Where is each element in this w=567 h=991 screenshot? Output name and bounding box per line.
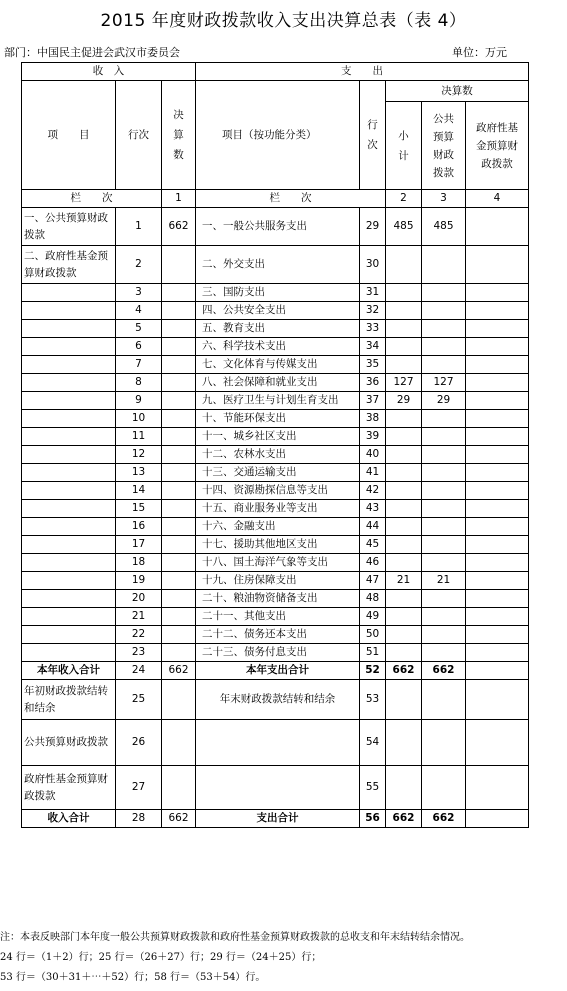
expense-item: 二十二、债务还本支出: [196, 626, 360, 644]
expense-item: 九、医疗卫生与计划生育支出: [196, 392, 360, 410]
income-row-no: 6: [116, 338, 162, 356]
income-row-no: 11: [116, 428, 162, 446]
table-row: [22, 284, 529, 302]
income-amount: [162, 464, 196, 482]
expense-grand-total-row: 56: [360, 810, 386, 828]
carry-row-begin: [22, 680, 529, 720]
subtotal-amount: [386, 500, 422, 518]
table-row: [22, 410, 529, 428]
expense-item: 十七、援助其他地区支出: [196, 536, 360, 554]
expense-item: 二十三、债务付息支出: [196, 644, 360, 662]
expense-end-carry-label: 年末财政拨款结转和结余: [196, 680, 360, 720]
table-row: [22, 464, 529, 482]
expense-item: 二、外交支出: [196, 246, 360, 284]
table-row: [22, 356, 529, 374]
income-general-carry-label: 公共预算财政拨款: [22, 720, 116, 766]
income-general-carry-amount: [162, 720, 196, 766]
income-row-no: 3: [116, 284, 162, 302]
col-3-label: 3: [422, 190, 466, 208]
table-row: [22, 428, 529, 446]
general-budget-amount: [422, 626, 466, 644]
general-budget-amount: 29: [422, 392, 466, 410]
general-budget-amount: 485: [422, 208, 466, 246]
income-row-no: 13: [116, 464, 162, 482]
subtotal-amount: [386, 608, 422, 626]
subtotal-amount: [386, 446, 422, 464]
subtotal-amount: [386, 482, 422, 500]
income-amount: [162, 410, 196, 428]
carry-row-general: [22, 720, 529, 766]
general-budget-amount: [422, 320, 466, 338]
income-grand-total-row: 28: [116, 810, 162, 828]
income-item: [22, 608, 116, 626]
header-final-amount: 决算数: [162, 81, 196, 190]
income-row-no: 17: [116, 536, 162, 554]
general-budget-amount: 127: [422, 374, 466, 392]
income-row-no: 18: [116, 554, 162, 572]
gov-fund-amount: [466, 500, 529, 518]
header-expense: 支 出: [196, 63, 529, 81]
table-row: [22, 374, 529, 392]
header-income: 收 入: [22, 63, 196, 81]
income-amount: [162, 500, 196, 518]
gov-fund-amount: [466, 554, 529, 572]
income-grand-total-amount: 662: [162, 810, 196, 828]
gov-fund-amount: [466, 356, 529, 374]
expense-row-53: 53: [360, 680, 386, 720]
income-amount: [162, 446, 196, 464]
note-line-1: 注：本表反映部门本年度一般公共预算财政拨款和政府性基金预算财政拨款的总收支和年末结转结余情况。: [0, 932, 470, 943]
income-amount: [162, 482, 196, 500]
income-item: [22, 590, 116, 608]
income-row-no: 7: [116, 356, 162, 374]
gov-fund-amount: [466, 608, 529, 626]
gov-fund-amount: [466, 302, 529, 320]
subtotal-amount: [386, 356, 422, 374]
income-amount: [162, 554, 196, 572]
gov-fund-amount: [466, 590, 529, 608]
gov-fund-amount: [466, 518, 529, 536]
income-item: 一、公共预算财政拨款: [22, 208, 116, 246]
grand-total-row: [22, 810, 529, 828]
income-begin-carry-label: 年初财政拨款结转和结余: [22, 680, 116, 720]
expense-item: 六、科学技术支出: [196, 338, 360, 356]
table-row: [22, 338, 529, 356]
expense-row-no: 43: [360, 500, 386, 518]
header-row-no: 行次: [116, 81, 162, 190]
expense-row-no: 41: [360, 464, 386, 482]
subtotal-amount: [386, 626, 422, 644]
general-budget-amount: [422, 500, 466, 518]
income-amount: [162, 284, 196, 302]
income-grand-total-label: 收入合计: [22, 810, 116, 828]
expense-row-no: 31: [360, 284, 386, 302]
table-row: [22, 446, 529, 464]
expense-item: 十、节能环保支出: [196, 410, 360, 428]
table-header: [22, 63, 529, 208]
income-amount: [162, 590, 196, 608]
income-amount: [162, 608, 196, 626]
table-row: [22, 536, 529, 554]
expense-item: 二十、粮油物资储备支出: [196, 590, 360, 608]
income-amount: [162, 374, 196, 392]
col-4-label: 4: [466, 190, 529, 208]
annual-income-total-amount: 662: [162, 662, 196, 680]
annual-income-total-label: 本年收入合计: [22, 662, 116, 680]
gov-fund-amount: [466, 392, 529, 410]
income-amount: [162, 356, 196, 374]
expense-item: 十二、农林水支出: [196, 446, 360, 464]
expense-row-no: 48: [360, 590, 386, 608]
subtotal-amount: [386, 246, 422, 284]
general-budget-amount: [422, 246, 466, 284]
income-row-no: 20: [116, 590, 162, 608]
expense-item: 八、社会保障和就业支出: [196, 374, 360, 392]
table-row: [22, 572, 529, 590]
income-amount: [162, 320, 196, 338]
note-line-2: 24 行＝（1＋2）行；25 行＝（26＋27）行；29 行＝（24＋25）行；: [0, 952, 322, 963]
income-amount: [162, 644, 196, 662]
income-item: [22, 518, 116, 536]
income-item: [22, 572, 116, 590]
gov-fund-amount: [466, 410, 529, 428]
income-item: [22, 644, 116, 662]
expense-row-no: 33: [360, 320, 386, 338]
lanci-label: 栏 次: [22, 190, 162, 208]
expense-row-no: 34: [360, 338, 386, 356]
income-item: [22, 554, 116, 572]
income-amount: [162, 338, 196, 356]
expense-row-no: 47: [360, 572, 386, 590]
table-row: [22, 246, 529, 284]
table-row: [22, 500, 529, 518]
income-amount: [162, 428, 196, 446]
income-item: [22, 320, 116, 338]
income-item: [22, 392, 116, 410]
income-begin-carry-amount: [162, 680, 196, 720]
table-row: [22, 608, 529, 626]
subtotal-amount: [386, 338, 422, 356]
table-row: [22, 590, 529, 608]
expense-row-54: 54: [360, 720, 386, 766]
income-item: [22, 464, 116, 482]
general-budget-amount: [422, 590, 466, 608]
income-row-no: 14: [116, 482, 162, 500]
expense-item: 十一、城乡社区支出: [196, 428, 360, 446]
gov-fund-amount: [466, 644, 529, 662]
subtotal-amount: [386, 554, 422, 572]
expense-item: 七、文化体育与传媒支出: [196, 356, 360, 374]
income-amount: [162, 302, 196, 320]
expense-item: 十六、金融支出: [196, 518, 360, 536]
expense-row-no: 45: [360, 536, 386, 554]
income-item: [22, 500, 116, 518]
income-amount: [162, 536, 196, 554]
general-budget-amount: [422, 608, 466, 626]
income-item: [22, 482, 116, 500]
annual-expense-total-row: 52: [360, 662, 386, 680]
income-fund-carry-amount: [162, 766, 196, 810]
expense-grand-subtotal: 662: [386, 810, 422, 828]
table-footer: [22, 662, 529, 828]
income-amount: [162, 626, 196, 644]
gov-fund-amount: [466, 246, 529, 284]
expense-row-55: 55: [360, 766, 386, 810]
income-item: [22, 626, 116, 644]
col-1-label: 1: [162, 190, 196, 208]
income-item: [22, 356, 116, 374]
gov-fund-amount: [466, 338, 529, 356]
gov-fund-amount: [466, 446, 529, 464]
subtotal-amount: [386, 590, 422, 608]
expense-row-no: 30: [360, 246, 386, 284]
table-row: [22, 554, 529, 572]
income-general-carry-row: 26: [116, 720, 162, 766]
expense-row-no: 51: [360, 644, 386, 662]
income-item: [22, 284, 116, 302]
income-amount: [162, 392, 196, 410]
general-budget-amount: [422, 536, 466, 554]
subtotal-amount: [386, 320, 422, 338]
table-row: [22, 208, 529, 246]
expense-row-no: 32: [360, 302, 386, 320]
income-item: [22, 374, 116, 392]
expense-row-no: 35: [360, 356, 386, 374]
general-budget-amount: [422, 644, 466, 662]
income-row-no: 1: [116, 208, 162, 246]
expense-row-no: 46: [360, 554, 386, 572]
gov-fund-amount: [466, 482, 529, 500]
annual-expense-general: 662: [422, 662, 466, 680]
income-fund-carry-row: 27: [116, 766, 162, 810]
header-exp-row-no: 行次: [360, 81, 386, 190]
budget-table: [21, 62, 529, 828]
income-amount: [162, 518, 196, 536]
unit-label: 单位：万元: [452, 46, 507, 59]
income-row-no: 19: [116, 572, 162, 590]
lanci-label-exp: 栏 次: [196, 190, 386, 208]
income-item: [22, 410, 116, 428]
header-general-budget: 公共预算财政拨款: [422, 102, 466, 190]
expense-item: 一、一般公共服务支出: [196, 208, 360, 246]
gov-fund-amount: [466, 572, 529, 590]
expense-row-no: 40: [360, 446, 386, 464]
expense-row-no: 44: [360, 518, 386, 536]
expense-item: 十八、国土海洋气象等支出: [196, 554, 360, 572]
expense-row-no: 37: [360, 392, 386, 410]
income-row-no: 2: [116, 246, 162, 284]
header-item-by-function: 项目（按功能分类）: [196, 81, 360, 190]
expense-row-no: 39: [360, 428, 386, 446]
gov-fund-amount: [466, 626, 529, 644]
income-fund-carry-label: 政府性基金预算财政拨款: [22, 766, 116, 810]
general-budget-amount: [422, 284, 466, 302]
gov-fund-amount: [466, 208, 529, 246]
expense-item: 二十一、其他支出: [196, 608, 360, 626]
expense-row-no: 49: [360, 608, 386, 626]
expense-row-no: 36: [360, 374, 386, 392]
subtotal-amount: [386, 644, 422, 662]
income-row-no: 10: [116, 410, 162, 428]
gov-fund-amount: [466, 284, 529, 302]
general-budget-amount: [422, 410, 466, 428]
income-row-no: 8: [116, 374, 162, 392]
income-row-no: 21: [116, 608, 162, 626]
general-budget-amount: [422, 428, 466, 446]
general-budget-amount: [422, 464, 466, 482]
income-row-no: 23: [116, 644, 162, 662]
general-budget-amount: [422, 338, 466, 356]
table-row: [22, 392, 529, 410]
table-row: [22, 644, 529, 662]
subtotal-amount: 127: [386, 374, 422, 392]
subtotal-amount: [386, 302, 422, 320]
subtotal-amount: [386, 536, 422, 554]
annual-income-total-row: 24: [116, 662, 162, 680]
table-row: [22, 302, 529, 320]
income-row-no: 15: [116, 500, 162, 518]
expense-item: 十九、住房保障支出: [196, 572, 360, 590]
general-budget-amount: [422, 356, 466, 374]
expense-item: 十五、商业服务业等支出: [196, 500, 360, 518]
expense-row-no: 50: [360, 626, 386, 644]
page-title: 2015 年度财政拨款收入支出决算总表（表 4）: [100, 11, 467, 31]
subtotal-amount: [386, 464, 422, 482]
header-final-accounts: 决算数: [386, 81, 529, 102]
expense-grand-total-label: 支出合计: [196, 810, 360, 828]
note-line-3: 53 行＝（30＋31＋⋯＋52）行；58 行＝（53＋54）行。: [0, 972, 266, 983]
general-budget-amount: [422, 518, 466, 536]
expense-item: 十四、资源勘探信息等支出: [196, 482, 360, 500]
income-item: [22, 536, 116, 554]
income-amount: [162, 246, 196, 284]
table-row: [22, 626, 529, 644]
subtotal-amount: [386, 284, 422, 302]
income-item: [22, 302, 116, 320]
income-row-no: 12: [116, 446, 162, 464]
subtotal-amount: 485: [386, 208, 422, 246]
general-budget-amount: [422, 554, 466, 572]
expense-grand-fund: [466, 810, 529, 828]
table-body: [22, 208, 529, 662]
subtotal-amount: 21: [386, 572, 422, 590]
income-item: [22, 428, 116, 446]
income-item: 二、政府性基金预算财政拨款: [22, 246, 116, 284]
income-begin-carry-row: 25: [116, 680, 162, 720]
general-budget-amount: [422, 446, 466, 464]
income-item: [22, 338, 116, 356]
gov-fund-amount: [466, 464, 529, 482]
subtotal-amount: [386, 410, 422, 428]
annual-total-row: [22, 662, 529, 680]
income-row-no: 22: [116, 626, 162, 644]
subtotal-amount: [386, 518, 422, 536]
expense-item: 五、教育支出: [196, 320, 360, 338]
gov-fund-amount: [466, 428, 529, 446]
header-item: 项 目: [22, 81, 116, 190]
income-row-no: 16: [116, 518, 162, 536]
expense-row-no: 29: [360, 208, 386, 246]
header-gov-fund: 政府性基金预算财政拨款: [466, 102, 529, 190]
table-row: [22, 482, 529, 500]
expense-row-no: 38: [360, 410, 386, 428]
general-budget-amount: 21: [422, 572, 466, 590]
income-row-no: 9: [116, 392, 162, 410]
income-item: [22, 446, 116, 464]
annual-expense-fund: [466, 662, 529, 680]
table-row: [22, 320, 529, 338]
gov-fund-amount: [466, 536, 529, 554]
subtotal-amount: 29: [386, 392, 422, 410]
expense-grand-general: 662: [422, 810, 466, 828]
expense-item: 三、国防支出: [196, 284, 360, 302]
carry-row-fund: [22, 766, 529, 810]
gov-fund-amount: [466, 374, 529, 392]
income-row-no: 5: [116, 320, 162, 338]
annual-expense-subtotal: 662: [386, 662, 422, 680]
department-label: 部门：中国民主促进会武汉市委员会: [4, 46, 180, 59]
expense-item: 四、公共安全支出: [196, 302, 360, 320]
general-budget-amount: [422, 302, 466, 320]
annual-expense-total-label: 本年支出合计: [196, 662, 360, 680]
income-row-no: 4: [116, 302, 162, 320]
subtotal-amount: [386, 428, 422, 446]
income-amount: 662: [162, 208, 196, 246]
col-2-label: 2: [386, 190, 422, 208]
gov-fund-amount: [466, 320, 529, 338]
header-subtotal: 小计: [386, 102, 422, 190]
general-budget-amount: [422, 482, 466, 500]
table-row: [22, 518, 529, 536]
income-amount: [162, 572, 196, 590]
expense-item: 十三、交通运输支出: [196, 464, 360, 482]
expense-row-no: 42: [360, 482, 386, 500]
